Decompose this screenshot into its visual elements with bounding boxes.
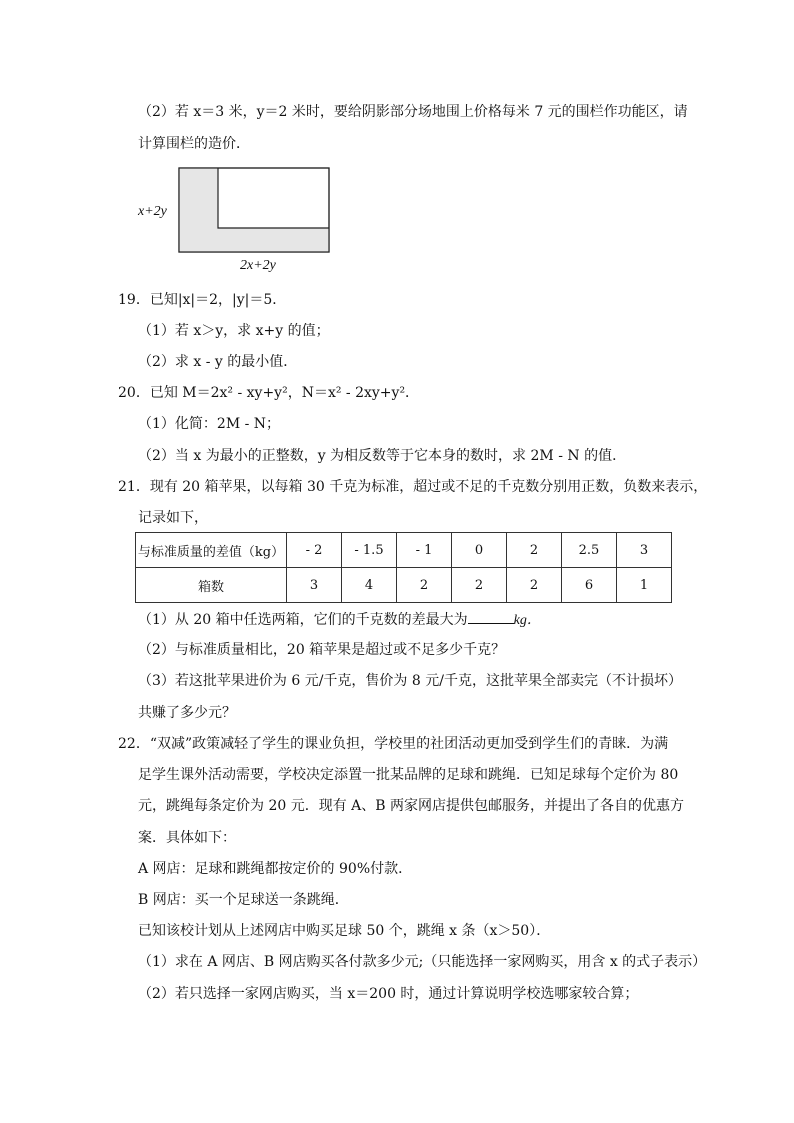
table-cell: 2: [397, 568, 452, 603]
q22-line2: 足学生课外活动需要，学校决定添置一批某品牌的足球和跳绳．已知足球每个定价为 80: [138, 767, 679, 783]
q22-line3: 元，跳绳每条定价为 20 元．现有 A、B 两家网店提供包邮服务，并提出了各自的优惠方: [138, 798, 685, 814]
table-cell: 4: [342, 568, 397, 603]
q22-part2: （2）若只选择一家网店购买，当 x＝200 时，通过计算说明学校选哪家较合算；: [138, 986, 639, 1002]
table-cell: 6: [562, 568, 617, 603]
weight-difference-table: [135, 532, 672, 603]
q22-shop-b: B 网店：买一个足球送一条跳绳．: [138, 892, 349, 908]
q21-part1-prefix: （1）从 20 箱中任选两箱，它们的千克数的差最大为: [138, 612, 468, 628]
table-cell: 3: [617, 533, 672, 568]
q19-stem: 19．已知|x|＝2，|y|＝5．: [118, 292, 287, 308]
q19-part2: （2）求 x - y 的最小值．: [138, 354, 298, 370]
q20-part1: （1）化简：2M - N；: [138, 416, 281, 432]
table-header-difference: 与标准质量的差值（kg）: [136, 533, 287, 568]
table-cell: 3: [287, 568, 342, 603]
table-cell: 2: [507, 568, 562, 603]
q20-part2: （2）当 x 为最小的正整数，y 为相反数等于它本身的数时，求 2M - N 的值．: [138, 448, 627, 464]
q21-part1-suffix: kg．: [513, 613, 541, 628]
table-row-counts: [136, 568, 672, 603]
figure-width-label: 2x+2y: [240, 258, 276, 273]
q20-stem: 20．已知 M＝2x² - xy+y²，N＝x² - 2xy+y²．: [118, 385, 420, 401]
table-cell: - 1.5: [342, 533, 397, 568]
table-row-differences: [136, 533, 672, 568]
table-cell: 1: [617, 568, 672, 603]
q21-part3-line1: （3）若这批苹果进价为 6 元/千克，售价为 8 元/千克，这批苹果全部卖完（不计损坏）: [138, 673, 682, 689]
table-cell: - 2: [287, 533, 342, 568]
q22-shop-a: A 网店：足球和跳绳都按定价的 90%付款．: [138, 861, 413, 877]
q19-part1: （1）若 x＞y，求 x+y 的值；: [138, 323, 330, 339]
table-cell: 0: [452, 533, 507, 568]
figure-height-label: x+2y: [138, 204, 167, 219]
q22-known: 已知该校计划从上述网店中购买足球 50 个，跳绳 x 条（x＞50）．: [138, 923, 551, 939]
q22-part1: （1）求在 A 网店、B 网店购买各付款多少元;（只能选择一家网购买，用含 x 的式子表示）: [138, 954, 707, 970]
table-cell: 2: [452, 568, 507, 603]
answer-blank[interactable]: [468, 609, 514, 624]
rectangle-figure: [136, 160, 346, 280]
q21-part2: （2）与标准质量相比，20 箱苹果是超过或不足多少千克？: [138, 642, 506, 658]
q21-stem-line2: 记录如下，: [138, 510, 208, 526]
table-header-count: 箱数: [136, 568, 287, 603]
q22-line4: 案．具体如下：: [138, 830, 236, 846]
q21-stem-line1: 21．现有 20 箱苹果，以每箱 30 千克为标准，超过或不足的千克数分别用正数，负数来表示，: [118, 479, 708, 495]
q18-part2-line1: （2）若 x＝3 米，y＝2 米时，要给阴影部分场地围上价格每米 7 元的围栏作功能区，请: [138, 104, 688, 120]
q21-part1: [138, 609, 541, 631]
q18-part2-line2: 计算围栏的造价．: [138, 136, 250, 152]
q21-part3-line2: 共赚了多少元？: [138, 705, 236, 721]
q22-line1: 22．“双减”政策减轻了学生的课业负担，学校里的社团活动更加受到学生们的青睐．为满: [118, 736, 669, 752]
table-cell: - 1: [397, 533, 452, 568]
table-cell: 2.5: [562, 533, 617, 568]
table-cell: 2: [507, 533, 562, 568]
